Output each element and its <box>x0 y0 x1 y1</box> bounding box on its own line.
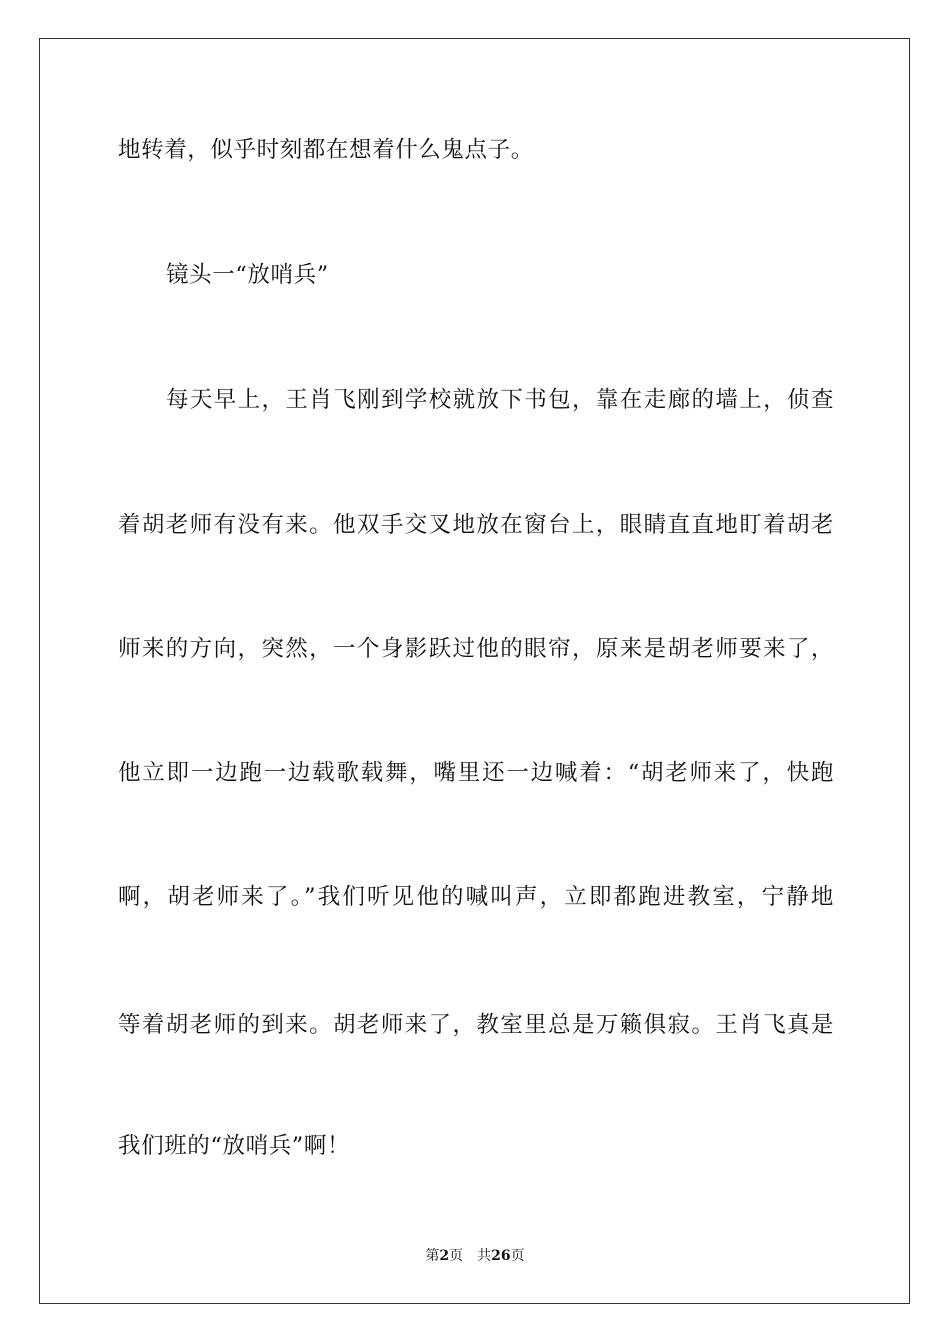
text-line-7: 啊，胡老师来了。”我们听见他的喊叫声，立即都跑进教室，宁静地 <box>118 884 834 910</box>
page-border <box>39 38 910 1304</box>
text-line-1: 地转着，似乎时刻都在想着什么鬼点子。 <box>118 137 534 163</box>
page-footer <box>0 1246 950 1266</box>
current-page-number: 2 <box>439 1248 450 1264</box>
footer-middle: 页 共 <box>449 1248 492 1264</box>
text-line-3: 每天早上，王肖飞刚到学校就放下书包，靠在走廊的墙上，侦查 <box>166 387 834 413</box>
text-line-5: 师来的方向，突然，一个身影跃过他的眼帘，原来是胡老师要来了， <box>118 636 834 662</box>
total-pages-number: 26 <box>491 1248 511 1264</box>
section-heading: 镜头一“放哨兵” <box>166 262 329 288</box>
text-line-9: 我们班的“放哨兵”啊！ <box>118 1133 351 1159</box>
text-line-4: 着胡老师有没有来。他双手交叉地放在窗台上，眼睛直直地盯着胡老 <box>118 512 834 538</box>
footer-suffix: 页 <box>510 1248 525 1264</box>
footer-prefix: 第 <box>425 1248 440 1264</box>
text-line-6: 他立即一边跑一边载歌载舞，嘴里还一边喊着：“胡老师来了，快跑 <box>118 760 834 786</box>
text-line-8: 等着胡老师的到来。胡老师来了，教室里总是万籁俱寂。王肖飞真是 <box>118 1012 834 1038</box>
